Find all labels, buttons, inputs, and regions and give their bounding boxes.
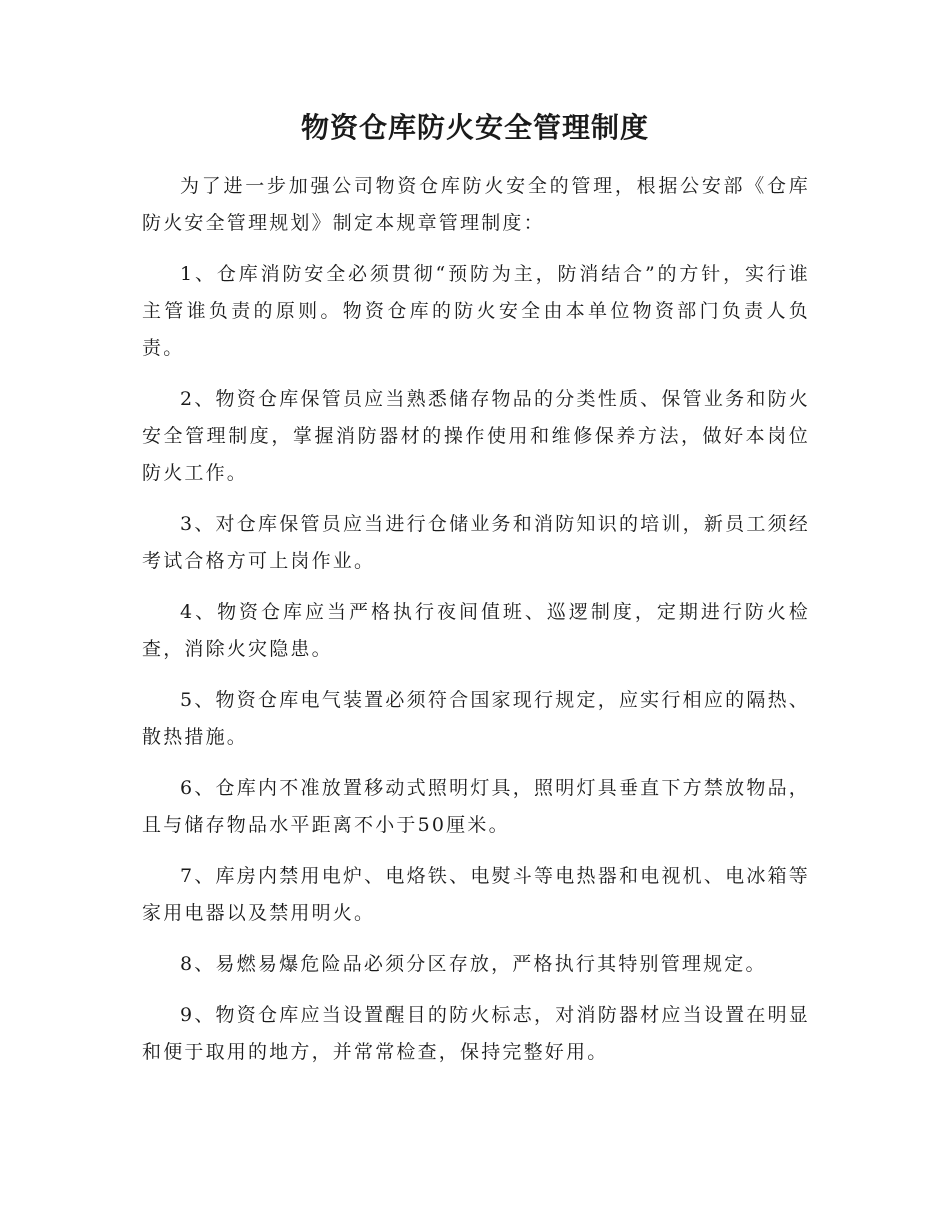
rule-item-7: 7、库房内禁用电炉、电烙铁、电熨斗等电热器和电视机、电冰箱等家用电器以及禁用明火。 [142,865,810,924]
rule-item-2: 2、物资仓库保管员应当熟悉储存物品的分类性质、保管业务和防火安全管理制度，掌握消防器材的操作使用和维修保养方法，做好本岗位防火工作。 [142,388,810,484]
rule-item-9: 9、物资仓库应当设置醒目的防火标志，对消防器材应当设置在明显和便于取用的地方，并常常检查，保持完整好用。 [142,1004,810,1063]
rule-item-1: 1、仓库消防安全必须贯彻“预防为主，防消结合”的方针，实行谁主管谁负责的原则。物资仓库的防火安全由本单位物资部门负责人负责。 [142,263,810,359]
intro-paragraph: 为了进一步加强公司物资仓库防火安全的管理，根据公安部《仓库防火安全管理规划》制定本规章管理制度： [142,175,810,234]
rule-item-5: 5、物资仓库电气装置必须符合国家现行规定，应实行相应的隔热、散热措施。 [142,689,810,748]
rule-item-6: 6、仓库内不准放置移动式照明灯具，照明灯具垂直下方禁放物品，且与储存物品水平距离不小于50厘米。 [142,777,810,836]
rule-item-4: 4、物资仓库应当严格执行夜间值班、巡逻制度，定期进行防火检查，消除火灾隐患。 [142,601,810,660]
document-title: 物资仓库防火安全管理制度 [300,111,649,144]
rule-item-8: 8、易燃易爆危险品必须分区存放，严格执行其特别管理规定。 [180,953,767,975]
rule-item-3: 3、对仓库保管员应当进行仓储业务和消防知识的培训，新员工须经考试合格方可上岗作业。 [142,513,810,572]
document-body [142,168,810,1085]
